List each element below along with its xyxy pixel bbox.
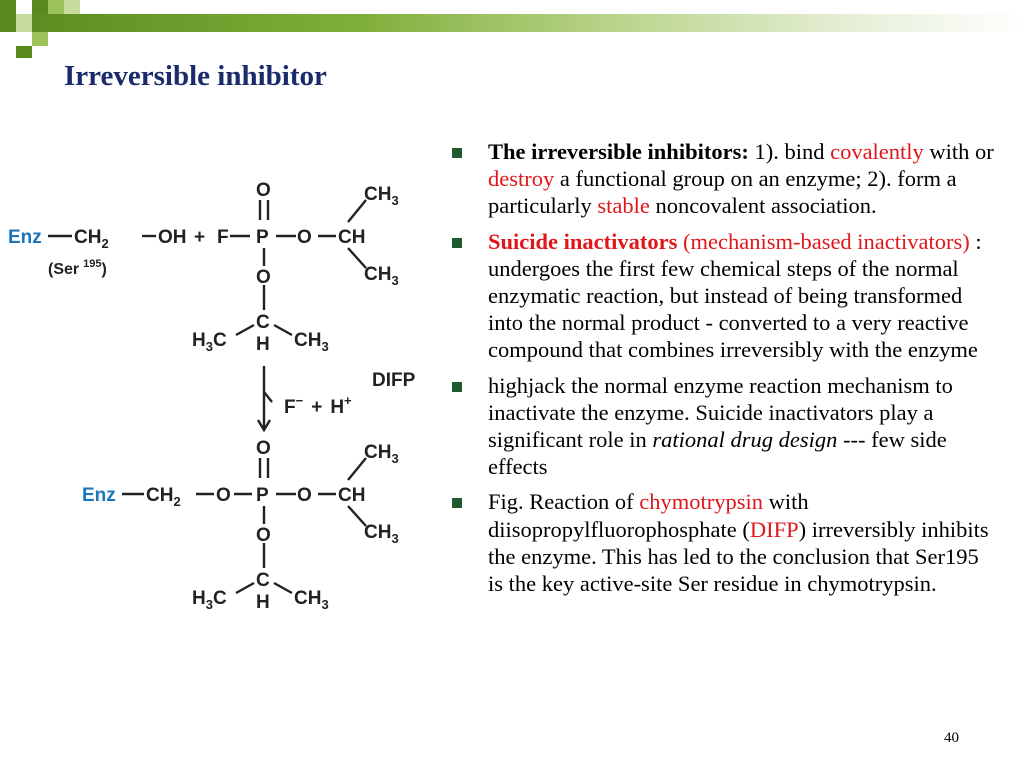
enz-label: Enz bbox=[82, 485, 116, 506]
ch2-label: $CH_2$ bbox=[74, 227, 109, 251]
o-top-label: O bbox=[256, 180, 271, 201]
bullet-text: --- few side effects bbox=[488, 427, 947, 480]
bullet-text: highjack the normal enzyme reaction mechanism to inactivate the enzyme. Suicide inactivators play a significant role in bbox=[488, 372, 953, 453]
ch3-lower-label: $CH_3$ bbox=[294, 330, 329, 354]
header-square bbox=[0, 32, 16, 46]
bullet-text: rational drug design bbox=[652, 427, 838, 453]
ser195-label: (Ser $^{195}$) bbox=[48, 258, 107, 278]
bullet-text: with or bbox=[923, 139, 994, 164]
c-label: C bbox=[256, 570, 270, 591]
ch3-lower-label: $CH_3$ bbox=[294, 588, 329, 612]
difp-reaction-diagram bbox=[0, 170, 440, 630]
header-band bbox=[0, 14, 1024, 32]
bullet-text: (mechanism-based inactivators) bbox=[677, 228, 970, 254]
oh-label: OH bbox=[158, 227, 187, 248]
bullet-text: destroy bbox=[488, 166, 555, 192]
bullet-text: DIFP bbox=[749, 516, 799, 542]
ch3-top-label: $CH_3$ bbox=[364, 184, 399, 208]
bullet-text: a functional group on an enzyme; 2). form a particularly bbox=[488, 166, 957, 219]
bullet-text: with diisopropylfluorophosphate ( bbox=[488, 489, 809, 542]
header-square bbox=[32, 0, 48, 14]
bullet-marker-icon bbox=[452, 498, 462, 508]
bullet-item bbox=[452, 488, 997, 597]
h3c-label: $H_3C$ bbox=[192, 330, 227, 354]
h-label: H bbox=[256, 334, 270, 355]
page-number: 40 bbox=[944, 730, 959, 746]
ch3-top-label: $CH_3$ bbox=[364, 442, 399, 466]
bullet-text: The irreversible inhibitors: bbox=[488, 139, 749, 164]
ch2-label: $CH_2$ bbox=[146, 485, 181, 509]
o-label: O bbox=[216, 485, 231, 506]
o-top-label: O bbox=[256, 438, 271, 459]
h-label: H bbox=[256, 592, 270, 613]
ch-label: CH bbox=[338, 485, 366, 506]
header-square bbox=[16, 46, 32, 58]
bullet-item bbox=[452, 372, 997, 481]
header-square bbox=[0, 0, 16, 14]
ch3-bottom-label: $CH_3$ bbox=[364, 522, 399, 546]
bullet-text: Fig. Reaction of bbox=[488, 489, 640, 515]
f-label: F bbox=[217, 227, 229, 248]
o-lower-label: O bbox=[256, 525, 271, 546]
bullet-text: noncovalent association. bbox=[649, 193, 877, 219]
bullet-item bbox=[452, 228, 997, 364]
ch-label: CH bbox=[338, 227, 366, 248]
c-label: C bbox=[256, 312, 270, 333]
o-label: O bbox=[297, 227, 312, 248]
header-square bbox=[16, 14, 32, 32]
header-square bbox=[16, 0, 32, 14]
bullet-text: : undergoes the first few chemical steps of the normal enzymatic reaction, but instead of being transformed into the normal product - converted to a very reactive compound that combines irreversibly with the enzyme bbox=[488, 228, 982, 363]
enz-label: Enz bbox=[8, 227, 42, 248]
bullet-text: 1). bind bbox=[748, 139, 831, 164]
bullet-list bbox=[452, 138, 997, 605]
bullet-marker-icon bbox=[452, 382, 462, 392]
bullet-text: stable bbox=[597, 193, 650, 219]
bullet-text: Suicide inactivators bbox=[488, 228, 678, 254]
bullet-marker-icon bbox=[452, 238, 462, 248]
h3c-label: $H_3C$ bbox=[192, 588, 227, 612]
difp-label: DIFP bbox=[372, 370, 416, 391]
ch3-bottom-label: $CH_3$ bbox=[364, 264, 399, 288]
header-square bbox=[32, 32, 48, 46]
bullet-item bbox=[452, 138, 997, 220]
p-label: P bbox=[256, 485, 269, 506]
bullet-text: covalently bbox=[830, 139, 924, 164]
bullet-marker-icon bbox=[452, 148, 462, 158]
slide-title: Irreversible inhibitor bbox=[64, 60, 327, 92]
header-square bbox=[48, 0, 64, 14]
bullet-text: chymotrypsin bbox=[639, 489, 763, 515]
o-label: O bbox=[297, 485, 312, 506]
o-lower-label: O bbox=[256, 267, 271, 288]
p-label: P bbox=[256, 227, 269, 248]
byproducts-label: F− + H+ bbox=[284, 393, 352, 418]
bullet-text: ) irreversibly inhibits the enzyme. This has led to the conclusion that Ser195 is the key active-site Ser residue in chymotrypsin. bbox=[488, 516, 989, 597]
header-square bbox=[64, 0, 80, 14]
plus-sign: + bbox=[194, 227, 206, 248]
